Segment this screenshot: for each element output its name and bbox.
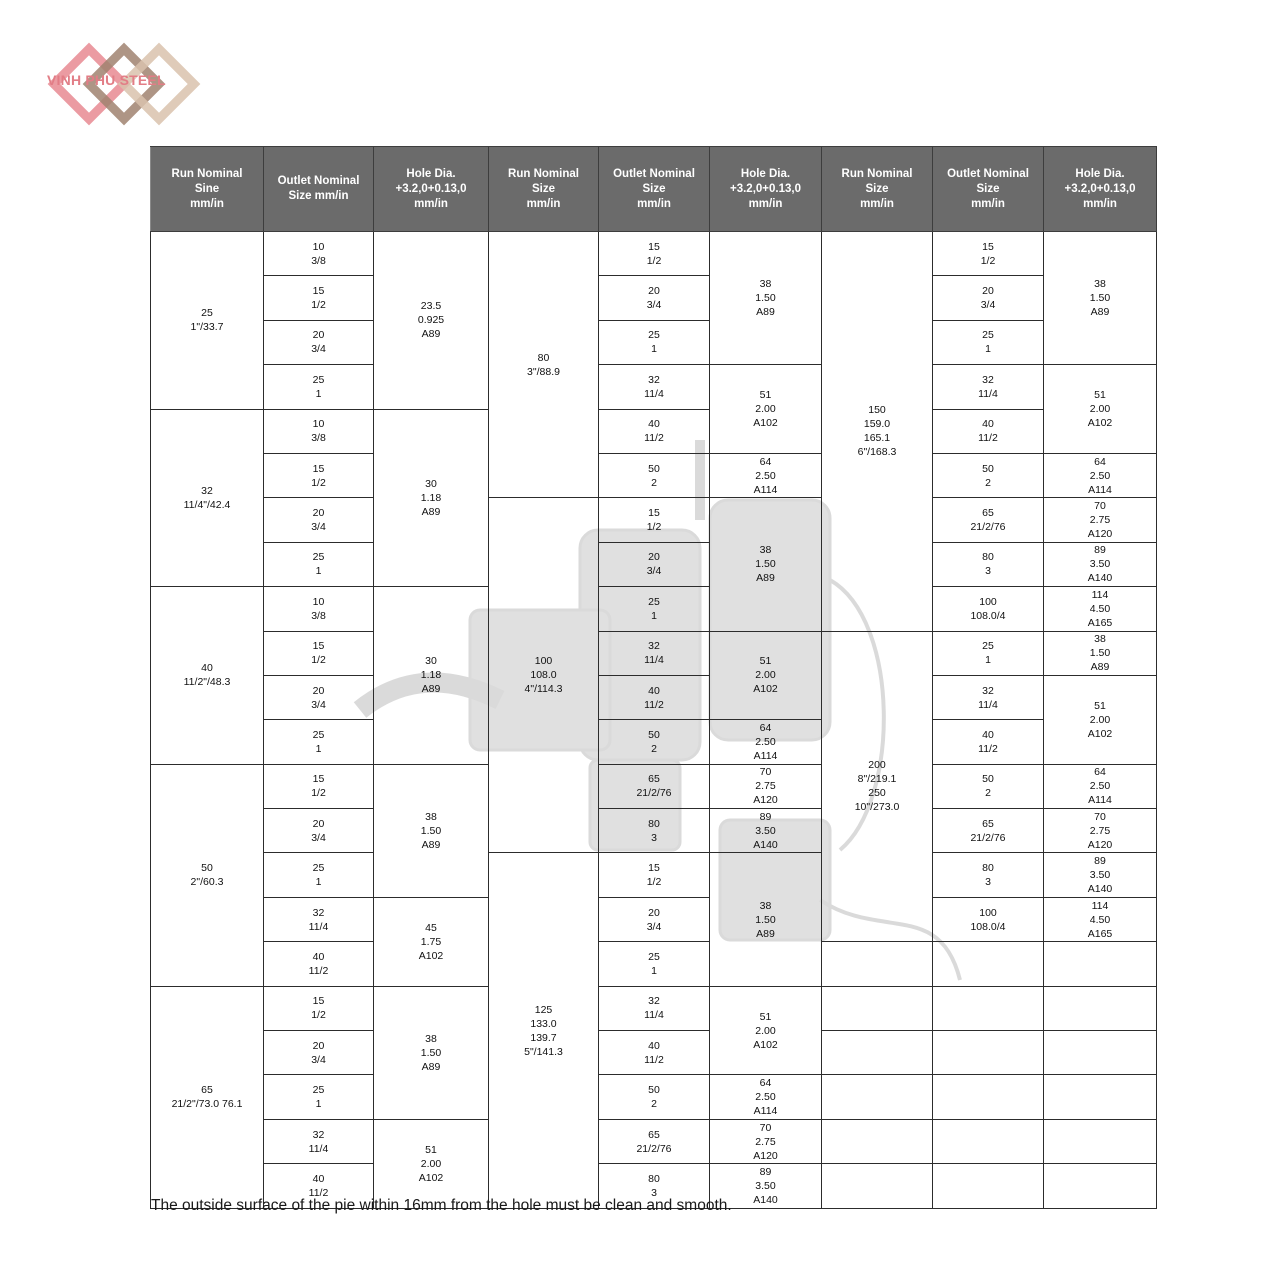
hole-diameter-cell: 38 1.50 A89: [710, 853, 822, 986]
outlet-nominal-size-cell: 65 21/2/76: [599, 764, 710, 808]
outlet-nominal-size-cell: 100 108.0/4: [933, 897, 1044, 941]
outlet-nominal-size-cell: 20 3/4: [264, 1031, 374, 1075]
table-row: [151, 764, 1157, 808]
outlet-nominal-size-cell: 20 3/4: [599, 897, 710, 941]
outlet-nominal-size-cell: 80 3: [933, 853, 1044, 897]
table-row: [151, 542, 1157, 586]
hole-diameter-cell: 70 2.75 A120: [1044, 809, 1157, 853]
hole-diameter-cell: [1044, 942, 1157, 986]
outlet-nominal-size-cell: 20 3/4: [933, 276, 1044, 320]
hole-diameter-cell: 45 1.75 A102: [374, 897, 489, 986]
outlet-nominal-size-cell: 40 11/2: [599, 409, 710, 453]
header-hole-diameter: Hole Dia. +3.2,0+0.13,0 mm/in: [374, 147, 489, 232]
header-run-nominal-size: Run Nominal Size mm/in: [489, 147, 599, 232]
outlet-nominal-size-cell: 32 11/4: [599, 986, 710, 1030]
table-row: [151, 942, 1157, 986]
hole-diameter-cell: [1044, 986, 1157, 1030]
hole-diameter-cell: 89 3.50 A140: [710, 809, 822, 853]
outlet-nominal-size-cell: 20 3/4: [264, 498, 374, 542]
table-row: [151, 675, 1157, 719]
hole-diameter-cell: 38 1.50 A89: [374, 764, 489, 897]
outlet-nominal-size-cell: 40 11/2: [599, 1031, 710, 1075]
table-row: [151, 1119, 1157, 1163]
table-header-row: [151, 147, 1157, 232]
hole-diameter-cell: 51 2.00 A102: [374, 1119, 489, 1208]
hole-diameter-cell: 89 3.50 A140: [1044, 853, 1157, 897]
outlet-nominal-size-cell: 20 3/4: [264, 320, 374, 364]
outlet-nominal-size-cell: 20 3/4: [599, 542, 710, 586]
hole-diameter-cell: 64 2.50 A114: [710, 720, 822, 764]
hole-diameter-cell: 89 3.50 A140: [1044, 542, 1157, 586]
table-row: [151, 365, 1157, 409]
hole-diameter-cell: 51 2.00 A102: [710, 365, 822, 454]
outlet-nominal-size-cell: 40 11/2: [599, 675, 710, 719]
outlet-nominal-size-cell: 10 3/8: [264, 409, 374, 453]
outlet-nominal-size-cell: 15 1/2: [264, 631, 374, 675]
hole-diameter-cell: 38 1.50 A89: [710, 232, 822, 365]
outlet-nominal-size-cell: 32 11/4: [599, 631, 710, 675]
table-row: [151, 409, 1157, 453]
table-row: [151, 1075, 1157, 1119]
table-row: [151, 986, 1157, 1030]
header-hole-diameter: Hole Dia. +3.2,0+0.13,0 mm/in: [1044, 147, 1157, 232]
outlet-nominal-size-cell: 50 2: [599, 720, 710, 764]
outlet-nominal-size-cell: 25 1: [599, 587, 710, 631]
outlet-nominal-size-cell: 20 3/4: [264, 809, 374, 853]
header-run-nominal-size: Run Nominal Size mm/in: [822, 147, 933, 232]
outlet-nominal-size-cell: 50 2: [599, 453, 710, 497]
outlet-nominal-size-cell: 40 11/2: [264, 942, 374, 986]
table-row: [151, 320, 1157, 364]
hole-diameter-cell: 70 2.75 A120: [1044, 498, 1157, 542]
header-outlet-nominal-size: Outlet Nominal Size mm/in: [599, 147, 710, 232]
run-nominal-size-cell: [822, 1075, 933, 1119]
table-row: [151, 276, 1157, 320]
outlet-nominal-size-cell: 25 1: [599, 320, 710, 364]
outlet-nominal-size-cell: 15 1/2: [264, 276, 374, 320]
table-row: [151, 809, 1157, 853]
hole-diameter-cell: 30 1.18 A89: [374, 587, 489, 765]
hole-diameter-cell: 38 1.50 A89: [1044, 631, 1157, 675]
run-nominal-size-cell: [822, 942, 933, 986]
outlet-nominal-size-cell: 65 21/2/76: [933, 809, 1044, 853]
outlet-nominal-size-cell: 80 3: [599, 809, 710, 853]
outlet-nominal-size-cell: 25 1: [264, 853, 374, 897]
outlet-nominal-size-cell: 25 1: [933, 320, 1044, 364]
outlet-nominal-size-cell: 65 21/2/76: [599, 1119, 710, 1163]
outlet-nominal-size-cell: 32 11/4: [933, 675, 1044, 719]
outlet-nominal-size-cell: 32 11/4: [599, 365, 710, 409]
outlet-nominal-size-cell: [933, 1075, 1044, 1119]
outlet-nominal-size-cell: 25 1: [264, 542, 374, 586]
outlet-nominal-size-cell: 20 3/4: [599, 276, 710, 320]
outlet-nominal-size-cell: 15 1/2: [933, 232, 1044, 276]
hole-diameter-cell: 114 4.50 A165: [1044, 587, 1157, 631]
run-nominal-size-cell: 40 11/2"/48.3: [151, 587, 264, 765]
hole-diameter-cell: [1044, 1075, 1157, 1119]
outlet-nominal-size-cell: [933, 986, 1044, 1030]
table-row: [151, 853, 1157, 897]
outlet-nominal-size-cell: 15 1/2: [264, 986, 374, 1030]
hole-diameter-cell: 64 2.50 A114: [710, 1075, 822, 1119]
outlet-nominal-size-cell: 40 11/2: [264, 1164, 374, 1208]
header-run-nominal-size: Run Nominal Sine mm/in: [151, 147, 264, 232]
hole-diameter-cell: 30 1.18 A89: [374, 409, 489, 587]
table-row: [151, 1031, 1157, 1075]
hole-diameter-cell: 38 1.50 A89: [374, 986, 489, 1119]
run-nominal-size-cell: 125 133.0 139.7 5"/141.3: [489, 853, 599, 1208]
outlet-nominal-size-cell: 10 3/8: [264, 232, 374, 276]
hole-diameter-cell: 51 2.00 A102: [710, 631, 822, 720]
run-nominal-size-cell: 65 21/2"/73.0 76.1: [151, 986, 264, 1208]
outlet-nominal-size-cell: 15 1/2: [599, 853, 710, 897]
outlet-nominal-size-cell: 32 11/4: [933, 365, 1044, 409]
outlet-nominal-size-cell: 25 1: [933, 631, 1044, 675]
run-nominal-size-cell: [822, 1031, 933, 1075]
hole-diameter-cell: 70 2.75 A120: [710, 1119, 822, 1163]
brand-name: VINH PHU STEEL: [47, 72, 166, 88]
hole-diameter-cell: 51 2.00 A102: [1044, 675, 1157, 764]
run-nominal-size-cell: 50 2"/60.3: [151, 764, 264, 986]
outlet-nominal-size-cell: 25 1: [599, 942, 710, 986]
outlet-nominal-size-cell: 10 3/8: [264, 587, 374, 631]
table-row: [151, 587, 1157, 631]
outlet-nominal-size-cell: 25 1: [264, 365, 374, 409]
outlet-nominal-size-cell: 50 2: [599, 1075, 710, 1119]
branch-hole-size-table: [150, 146, 1157, 1209]
run-nominal-size-cell: 25 1"/33.7: [151, 232, 264, 410]
outlet-nominal-size-cell: 80 3: [599, 1164, 710, 1208]
outlet-nominal-size-cell: 15 1/2: [264, 764, 374, 808]
hole-diameter-cell: [1044, 1164, 1157, 1208]
hole-diameter-cell: 64 2.50 A114: [710, 453, 822, 497]
hole-diameter-cell: 64 2.50 A114: [1044, 453, 1157, 497]
outlet-nominal-size-cell: [933, 942, 1044, 986]
outlet-nominal-size-cell: 40 11/2: [933, 720, 1044, 764]
hole-diameter-cell: [1044, 1119, 1157, 1163]
outlet-nominal-size-cell: 50 2: [933, 764, 1044, 808]
outlet-nominal-size-cell: 40 11/2: [933, 409, 1044, 453]
table-row: [151, 232, 1157, 276]
outlet-nominal-size-cell: 25 1: [264, 1075, 374, 1119]
header-outlet-nominal-size: Outlet Nominal Size mm/in: [933, 147, 1044, 232]
outlet-nominal-size-cell: 32 11/4: [264, 897, 374, 941]
outlet-nominal-size-cell: 50 2: [933, 453, 1044, 497]
outlet-nominal-size-cell: [933, 1164, 1044, 1208]
table-body: [151, 232, 1157, 1209]
hole-diameter-cell: 51 2.00 A102: [1044, 365, 1157, 454]
outlet-nominal-size-cell: 15 1/2: [264, 453, 374, 497]
table-row: [151, 897, 1157, 941]
hole-diameter-cell: 38 1.50 A89: [710, 498, 822, 631]
table-row: [151, 498, 1157, 542]
outlet-nominal-size-cell: 15 1/2: [599, 498, 710, 542]
hole-diameter-cell: [1044, 1031, 1157, 1075]
hole-diameter-cell: 38 1.50 A89: [1044, 232, 1157, 365]
hole-diameter-cell: 51 2.00 A102: [710, 986, 822, 1075]
outlet-nominal-size-cell: 80 3: [933, 542, 1044, 586]
outlet-nominal-size-cell: 20 3/4: [264, 675, 374, 719]
run-nominal-size-cell: [822, 1164, 933, 1208]
run-nominal-size-cell: 200 8"/219.1 250 10"/273.0: [822, 631, 933, 942]
outlet-nominal-size-cell: [933, 1031, 1044, 1075]
hole-diameter-cell: 70 2.75 A120: [710, 764, 822, 808]
run-nominal-size-cell: 150 159.0 165.1 6"/168.3: [822, 232, 933, 632]
table-row: [151, 453, 1157, 497]
outlet-nominal-size-cell: 65 21/2/76: [933, 498, 1044, 542]
hole-diameter-cell: 89 3.50 A140: [710, 1164, 822, 1208]
hole-diameter-cell: 23.5 0.925 A89: [374, 232, 489, 410]
outlet-nominal-size-cell: 32 11/4: [264, 1119, 374, 1163]
outlet-nominal-size-cell: 25 1: [264, 720, 374, 764]
table-row: [151, 631, 1157, 675]
outlet-nominal-size-cell: 100 108.0/4: [933, 587, 1044, 631]
run-nominal-size-cell: [822, 1119, 933, 1163]
hole-diameter-cell: 114 4.50 A165: [1044, 897, 1157, 941]
outlet-nominal-size-cell: [933, 1119, 1044, 1163]
header-hole-diameter: Hole Dia. +3.2,0+0.13,0 mm/in: [710, 147, 822, 232]
run-nominal-size-cell: 100 108.0 4"/114.3: [489, 498, 599, 853]
run-nominal-size-cell: 32 11/4"/42.4: [151, 409, 264, 587]
table-row: [151, 720, 1157, 764]
outlet-nominal-size-cell: 15 1/2: [599, 232, 710, 276]
hole-diameter-cell: 64 2.50 A114: [1044, 764, 1157, 808]
run-nominal-size-cell: [822, 986, 933, 1030]
run-nominal-size-cell: 80 3"/88.9: [489, 232, 599, 498]
header-outlet-nominal-size: Outlet Nominal Size mm/in: [264, 147, 374, 232]
footer-note: The outside surface of the pie within 16mm from the hole must be clean and smooth.: [151, 1197, 732, 1214]
